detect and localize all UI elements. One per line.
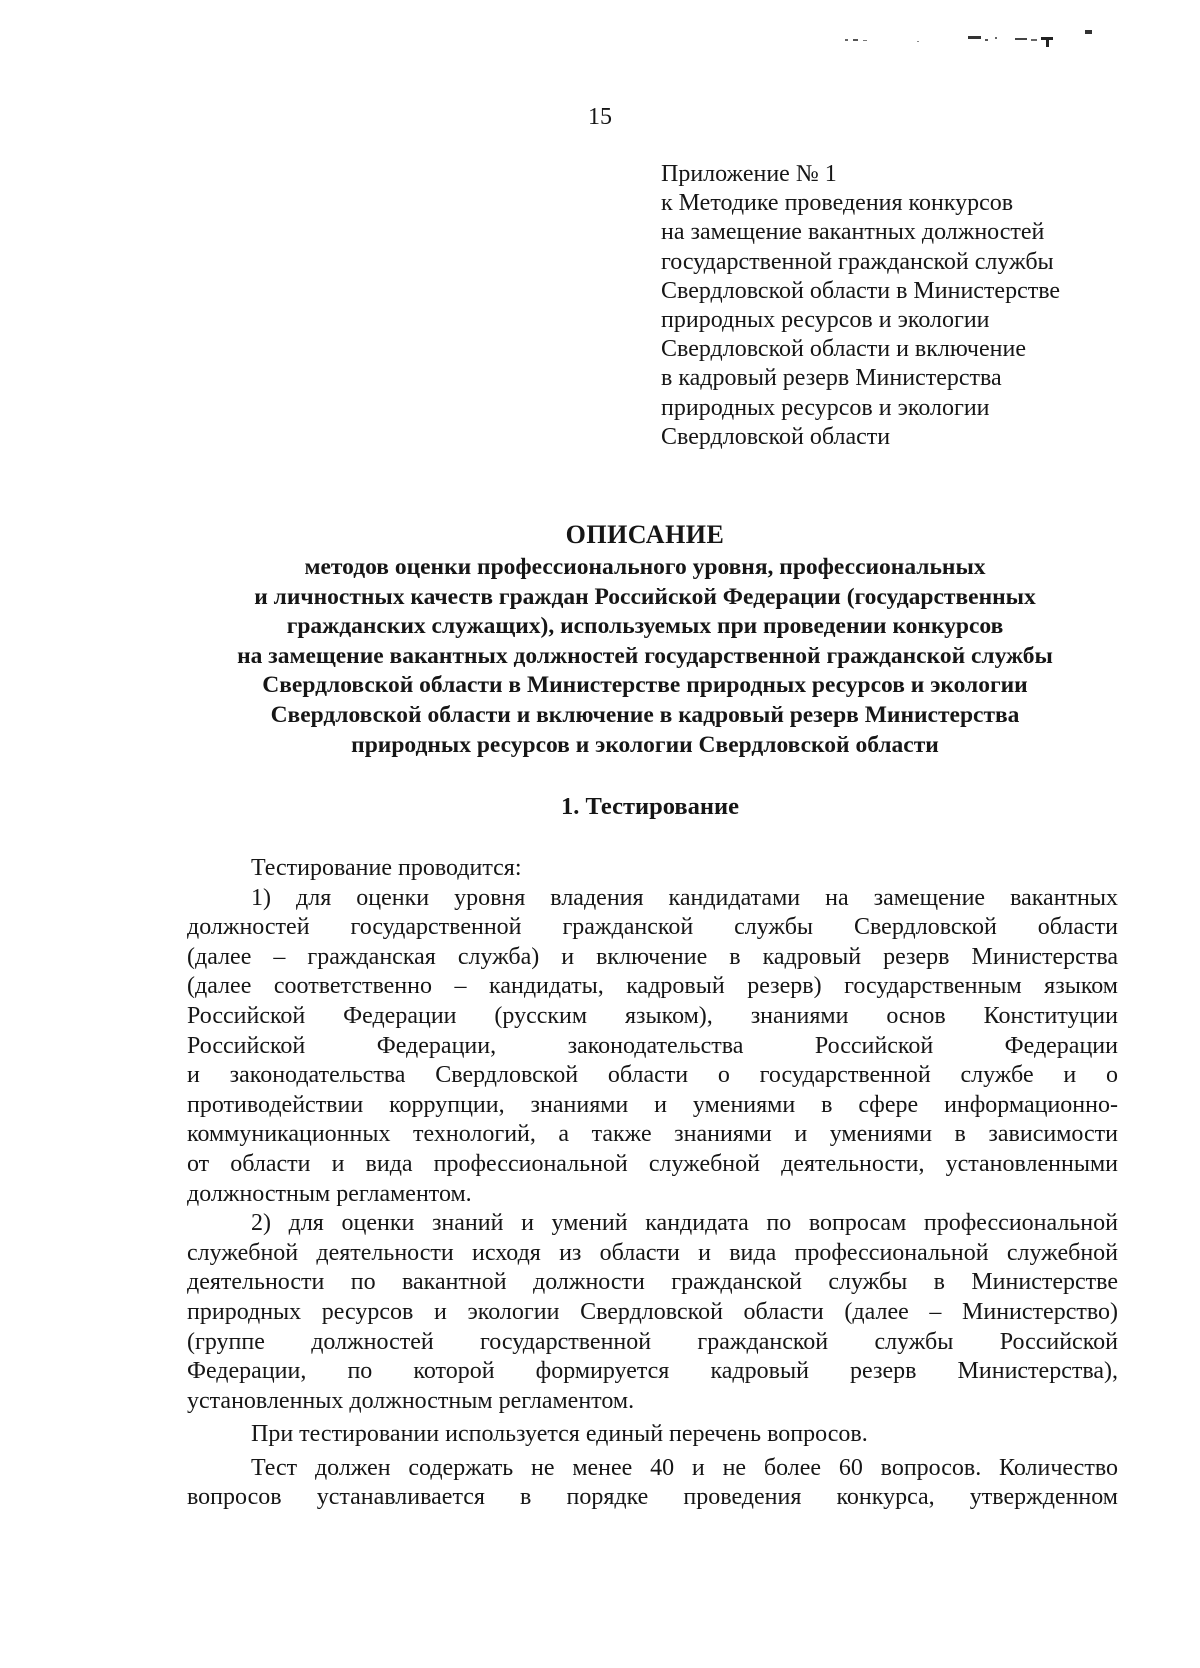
appendix-line: природных ресурсов и экологии [661, 394, 990, 421]
appendix-line: природных ресурсов и экологии [661, 307, 990, 334]
body-line: от области и вида профессиональной служебной деятельности, установленными [187, 1150, 1118, 1177]
appendix-line: государственной гражданской службы [661, 248, 1054, 275]
subtitle-line: и личностных качеств граждан Российской Федерации (государственных [254, 583, 1036, 610]
body-line: коммуникационных технологий, а также знаниями и умениями в зависимости [187, 1121, 1118, 1148]
subtitle-line: на замещение вакантных должностей государственной гражданской службы [237, 642, 1053, 669]
scan-artifact-marks [845, 30, 1100, 50]
appendix-line: к Методике проведения конкурсов [661, 190, 1014, 217]
body-line: При тестировании используется единый перечень вопросов. [251, 1421, 868, 1448]
body-line: (группе должностей государственной гражданской службы Российской [187, 1328, 1118, 1355]
body-line: (далее соответственно – кандидаты, кадровый резерв) государственным языком [187, 973, 1118, 1000]
body-line: Тест должен содержать не менее 40 и не более 60 вопросов. Количество [251, 1454, 1118, 1481]
single-list-paragraph [187, 1420, 1118, 1450]
subtitle-line: Свердловской области в Министерстве природных ресурсов и экологии [262, 672, 1028, 699]
body-line: должностным регламентом. [187, 1180, 472, 1207]
body-line: и законодательства Свердловской области о государственной службе и о [187, 1062, 1118, 1089]
subtitle-line: гражданских служащих), используемых при проведении конкурсов [286, 613, 1004, 640]
body-line: (далее – гражданская служба) и включение в кадровый резерв Министерства [187, 943, 1118, 970]
body-line: Российской Федерации, законодательства Российской Федерации [187, 1032, 1118, 1059]
section-heading: 1. Тестирование [561, 793, 739, 820]
item-2-paragraph [187, 1209, 1118, 1416]
subtitle-line: Свердловской области и включение в кадровый резерв Министерства [270, 701, 1020, 728]
body-line: Федерации, по которой формируется кадровый резерв Министерства), [187, 1358, 1118, 1385]
appendix-line: Приложение № 1 [661, 161, 837, 187]
document-subtitle [185, 553, 1105, 760]
appendix-line: Свердловской области и включение [661, 336, 1026, 363]
body-line: служебной деятельности исходя из области и вида профессиональной служебной [187, 1239, 1118, 1266]
body-line: 2) для оценки знаний и умений кандидата по вопросам профессиональной [251, 1210, 1118, 1237]
test-paragraph [187, 1454, 1118, 1513]
body-line: вопросов устанавливается в порядке проведения конкурса, утвержденном [187, 1484, 1118, 1511]
appendix-line: Свердловской области [661, 423, 891, 450]
body-line: деятельности по вакантной должности гражданской службы в Министерстве [187, 1269, 1118, 1296]
appendix-line: в кадровый резерв Министерства [661, 365, 1002, 392]
body-line: 1) для оценки уровня владения кандидатами на замещение вакантных [251, 884, 1118, 911]
document-title: ОПИСАНИЕ [565, 520, 725, 549]
body-line: природных ресурсов и экологии Свердловской области (далее – Министерство) [187, 1298, 1118, 1325]
body-line: Тестирование проводится: [251, 855, 522, 881]
subtitle-line: методов оценки профессионального уровня, профессиональных [304, 554, 986, 580]
body-line: противодействии коррупции, знаниями и умениями в сфере информационно- [187, 1091, 1118, 1118]
appendix-header [661, 160, 1161, 452]
intro-paragraph [187, 854, 1118, 884]
body-line: должностей государственной гражданской службы Свердловской области [187, 914, 1118, 941]
page-number: 15 [588, 104, 612, 130]
appendix-line: Свердловской области в Министерстве [661, 277, 1061, 304]
appendix-line: на замещение вакантных должностей [661, 219, 1045, 246]
subtitle-line: природных ресурсов и экологии Свердловской области [351, 731, 939, 758]
item-1-paragraph [187, 884, 1118, 1210]
body-line: Российской Федерации (русским языком), знаниями основ Конституции [187, 1002, 1118, 1029]
body-line: установленных должностным регламентом. [187, 1387, 635, 1414]
section-body [187, 854, 1118, 1513]
